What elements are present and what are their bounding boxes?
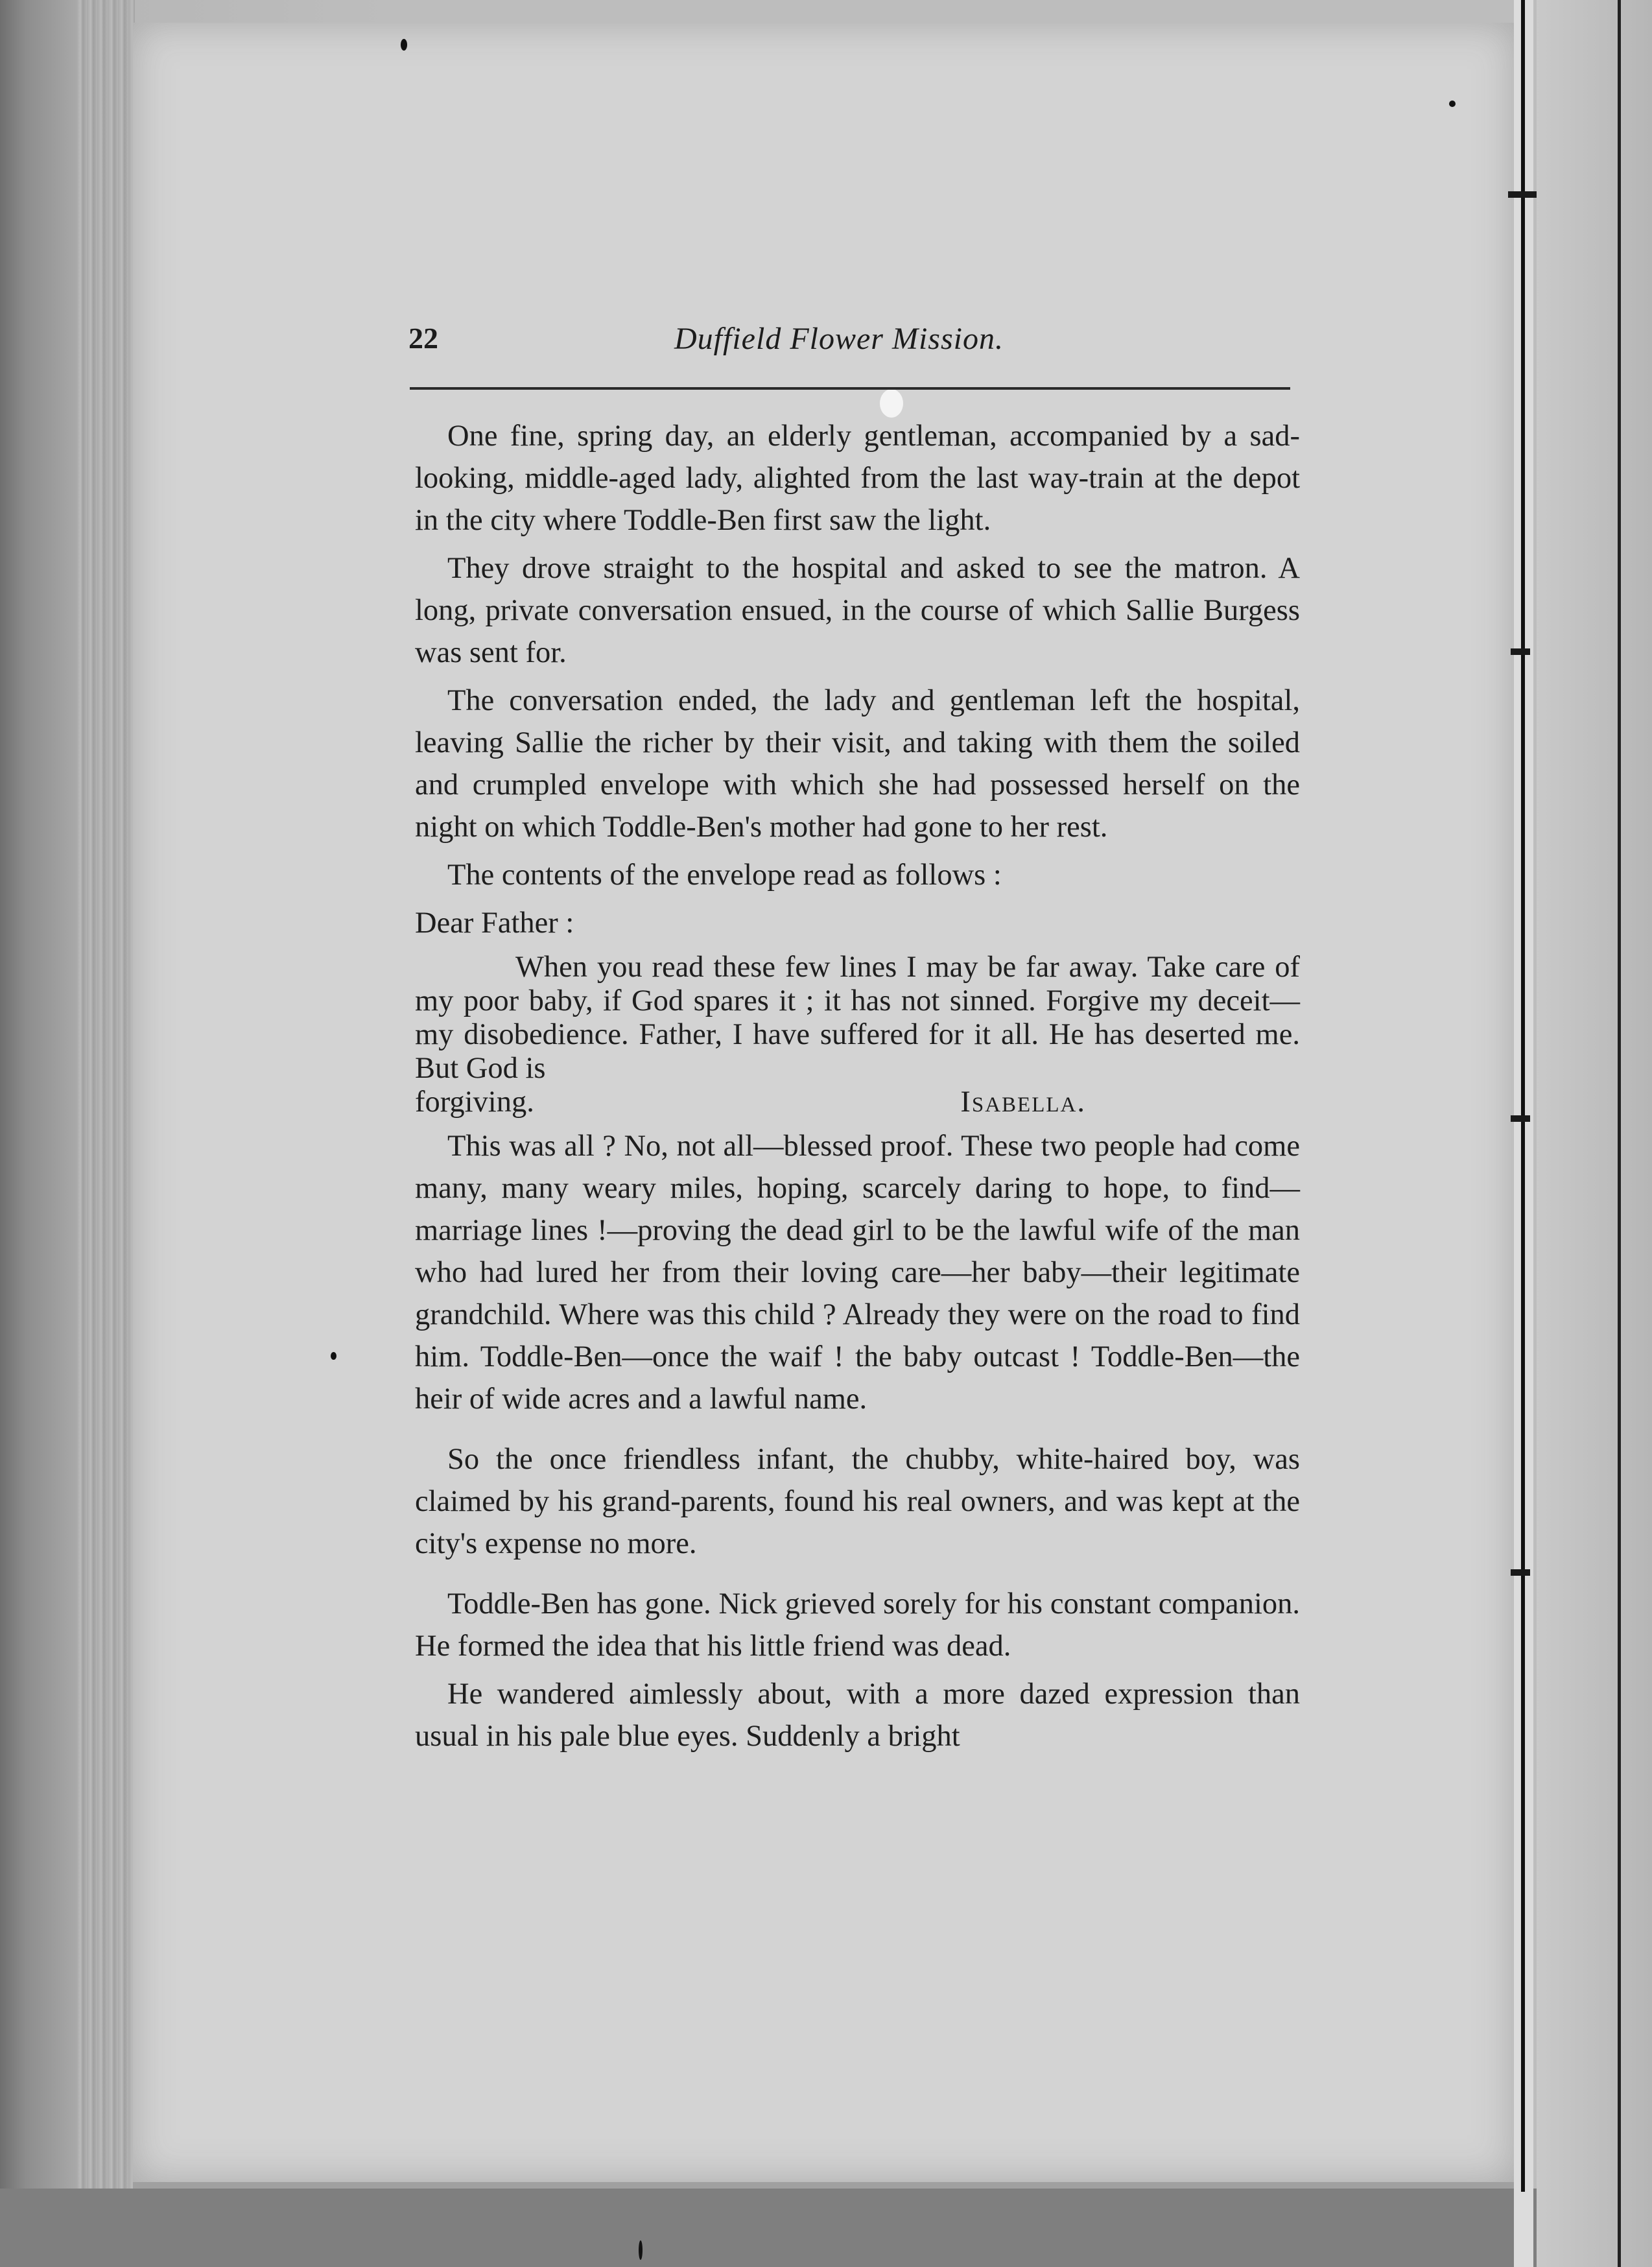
ink-speck: [1449, 101, 1456, 107]
letter-body: When you read these few lines I may be far away. Take care of my poor baby, if God spares it ; it has not sinned. Forgive my deceit—my disobedience. Father, I have suffered for it all. He has deserted me. But God is: [415, 951, 1300, 1085]
paragraph: The contents of the envelope read as follows :: [447, 859, 1002, 892]
paragraph: This was all ? No, not all—blessed proof. These two people had come many, many weary miles, hoping, scarcely daring to hope, to find—marriage lines !—proving the dead girl to be the lawful wife of the man who had lured her from their loving care—her baby—their legitimate grandchild. Where was this child ? Already they were on the road to find him. Toddle-Ben—once the waif ! the baby outcast ! Toddle-Ben—the heir of wide acres and a lawful name.: [415, 1130, 1300, 1416]
binding-line: [1521, 0, 1525, 2192]
scan-flare: [880, 389, 903, 418]
right-margin: [1537, 0, 1652, 2267]
page-number: 22: [408, 322, 438, 355]
paragraph: One fine, spring day, an elderly gentleman, accompanied by a sad-looking, middle-aged lady, alighted from the last way-train at the depot in the city where Toddle-Ben first saw the light.: [415, 420, 1300, 537]
bottom-strip: [0, 2189, 1652, 2267]
paragraph: So the once friendless infant, the chubby, white-haired boy, was claimed by his grand-parents, found his real owners, and was kept at the city's expense no more.: [415, 1443, 1300, 1560]
paragraph: They drove straight to the hospital and asked to see the matron. A long, private conversation ensued, in the course of which Sallie Burgess was sent for.: [415, 552, 1300, 669]
ink-speck: [401, 39, 407, 51]
paragraph: Toddle-Ben has gone. Nick grieved sorely for his constant companion. He formed the idea that his little friend was dead.: [415, 1587, 1300, 1663]
right-edge-line: [1618, 0, 1621, 2267]
letter-last-word: forgiving.: [415, 1086, 534, 1119]
running-head: [408, 321, 1303, 366]
letter-signature: Isabella.: [960, 1086, 1086, 1119]
letter: [415, 951, 1300, 1119]
paragraph: He wandered aimlessly about, with a more dazed expression than usual in his pale blue eyes. Suddenly a bright: [415, 1678, 1300, 1753]
body-text: [415, 415, 1300, 1763]
paragraph: The conversation ended, the lady and gentleman left the hospital, leaving Sallie the richer by their visit, and taking with them the soiled and crumpled envelope with which she had possessed herself on the night on which Toddle-Ben's mother had gone to her rest.: [415, 684, 1300, 844]
running-title: Duffield Flower Mission.: [674, 322, 1004, 356]
page-edges: [77, 0, 135, 2267]
binding-clip: [1508, 191, 1537, 198]
ink-speck: [331, 1352, 336, 1360]
letter-salutation: Dear Father :: [415, 907, 574, 940]
header-rule: [410, 387, 1290, 390]
ink-speck: [639, 2240, 643, 2260]
binding-clip: [1511, 648, 1530, 655]
letter-closing: [415, 1086, 1300, 1119]
binding-clip: [1511, 1115, 1530, 1122]
binding-clip: [1511, 1569, 1530, 1576]
